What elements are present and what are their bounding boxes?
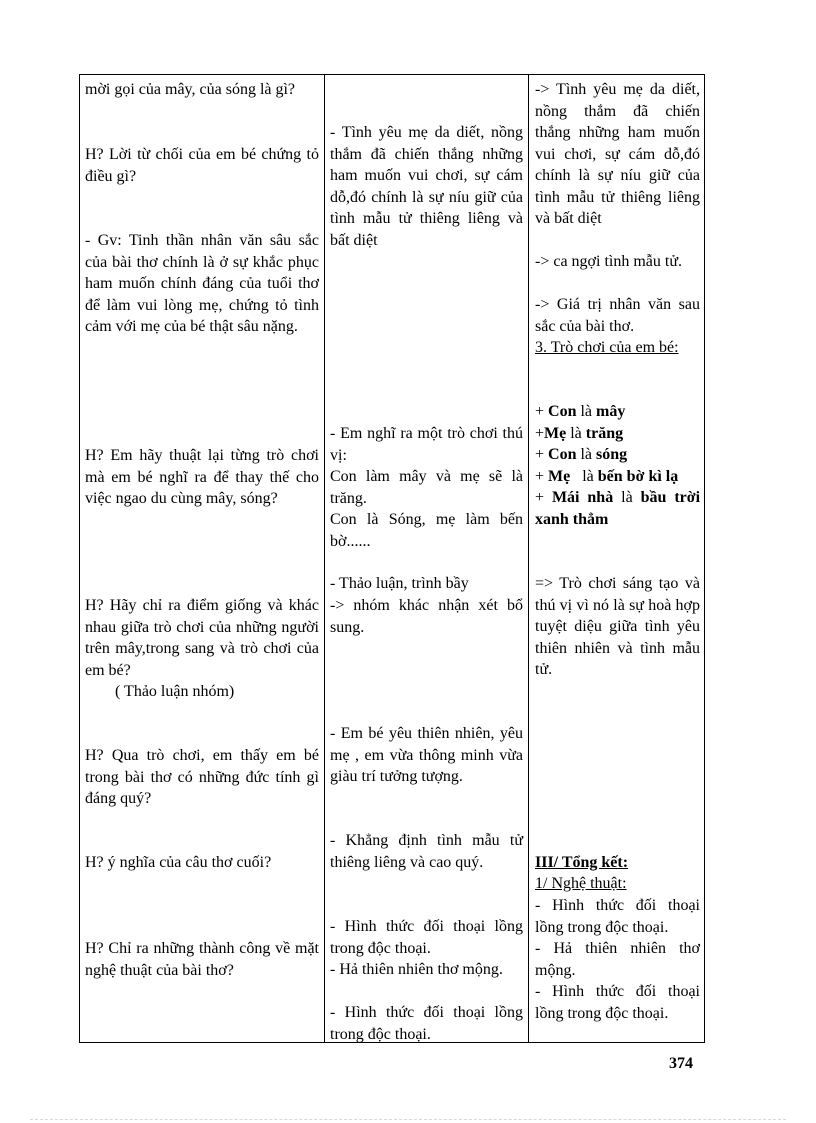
pair-object: sóng (596, 446, 628, 463)
summary-heading: III/ Tổng kết: (535, 854, 629, 871)
art-heading: 1/ Nghệ thuật: (535, 875, 627, 892)
content-text: -> Giá trị nhân văn sau sắc của bài thơ. (535, 296, 700, 335)
pair-object: mây (596, 403, 626, 420)
pair-verb: là (580, 446, 593, 463)
answer-text: - Hả thiên nhiên thơ mộng. (330, 961, 503, 978)
answer-text: Con là Sóng, mẹ làm bến bờ...... (330, 511, 523, 550)
answer-text: -> nhóm khác nhận xét bổ sung. (330, 597, 523, 636)
answer-text: - Em bé yêu thiên nhiên, yêu mẹ , em vừa thông minh vừa giàu trí tưởng tượng. (330, 725, 523, 785)
answer-text: - Em nghĩ ra một trò chơi thú vị: (330, 425, 523, 464)
answer-text: - Tình yêu mẹ da diết, nồng thắm đã chiến thắng những ham muốn vui chơi, sự cám dỗ,đó chính là sự níu giữ của tình mẫu tử thiêng liêng và bất diệt (330, 124, 523, 249)
answer-text: - Thảo luận, trình bầy (330, 575, 469, 592)
plus-sign: + (535, 489, 545, 506)
content-text: - Hình thức đối thoại lồng trong độc thoại. (535, 983, 700, 1022)
game-pair-list (535, 401, 700, 530)
lesson-content-column (529, 75, 704, 1042)
lesson-table (79, 74, 705, 1043)
content-text: -> ca ngợi tình mẫu tử. (535, 253, 683, 270)
pair-verb: là (621, 489, 633, 506)
answer-text: Con làm mây và mẹ sẽ là trăng. (330, 468, 523, 507)
pair-object: bến bờ kì lạ (597, 467, 679, 485)
question-text: H? Em hãy thuật lại từng trò chơi mà em bé nghĩ ra để thay thế cho việc ngao du cùng mây, sóng? (85, 447, 319, 507)
question-text: H? Qua trò chơi, em thấy em bé trong bài thơ có những đức tính gì đáng quý? (85, 747, 319, 807)
footer-divider (30, 1119, 786, 1120)
content-text: - Hình thức đối thoại lồng trong độc thoại. (535, 897, 700, 936)
game-pair (535, 423, 700, 445)
answer-text: - Hình thức đối thoại lồng trong độc thoại. (330, 1004, 523, 1043)
teacher-note: - Gv: Tinh thần nhân văn sâu sắc của bài thơ chính là ở sự khắc phục ham muốn chính đáng của tuổi thơ để làm vui lòng mẹ, chứng tỏ tình cảm với mẹ của bé thật sâu nặng. (85, 232, 319, 335)
pair-subject: Con (548, 446, 577, 463)
teacher-questions-column (80, 75, 325, 1042)
pair-subject: Mái nhà (551, 489, 614, 506)
pair-verb: là (582, 467, 594, 485)
question-text: H? ý nghĩa của câu thơ cuối? (85, 854, 272, 871)
section-heading: 3. Trò chơi của em bé: (535, 339, 679, 356)
game-pair (535, 487, 700, 530)
plus-sign: + (535, 424, 545, 442)
pair-object: bầu trời xanh thẳm (535, 489, 701, 528)
question-text: H? Lời từ chối của em bé chứng tỏ điều gì? (85, 146, 319, 185)
plus-sign: + (535, 446, 545, 463)
content-text: - Hả thiên nhiên thơ mộng. (535, 940, 700, 979)
game-pair (535, 444, 700, 466)
pair-subject: Mẹ (544, 424, 567, 442)
pair-subject: Con (548, 403, 577, 420)
game-pair (535, 401, 700, 423)
question-text: mời gọi của mây, của sóng là gì? (85, 81, 296, 98)
content-text: => Trò chơi sáng tạo và thú vị vì nó là sự hoà hợp tuyệt diệu giữa tình yêu thiên nhiên và tình mẫu tử. (535, 575, 700, 678)
plus-sign: + (535, 403, 545, 420)
pair-verb: là (570, 424, 582, 442)
answer-text: - Hình thức đối thoại lồng trong độc thoại. (330, 918, 523, 957)
question-text: H? Chỉ ra những thành công về mặt nghệ thuật của bài thơ? (85, 940, 319, 979)
student-answers-column (325, 75, 529, 1042)
plus-sign: + (535, 467, 545, 485)
question-text: H? Hãy chỉ ra điểm giống và khác nhau giữa trò chơi của những người trên mây,trong sang và trò chơi của em bé? (85, 597, 319, 679)
pair-object: trăng (585, 424, 624, 442)
pair-verb: là (580, 403, 593, 420)
game-pair (535, 466, 700, 488)
page-number: 374 (669, 1055, 693, 1072)
answer-text: - Khẳng định tình mẫu tử thiêng liêng và cao quý. (330, 832, 523, 871)
content-text: -> Tình yêu mẹ da diết, nồng thắm đã chiến thắng những ham muốn vui chơi, sự cám dỗ,đó chính là sự níu giữ của tình mẫu tử thiêng liêng và bất diệt (535, 81, 700, 227)
pair-subject: Mẹ (548, 467, 571, 485)
group-discussion-note: ( Thảo luận nhóm) (115, 683, 235, 700)
